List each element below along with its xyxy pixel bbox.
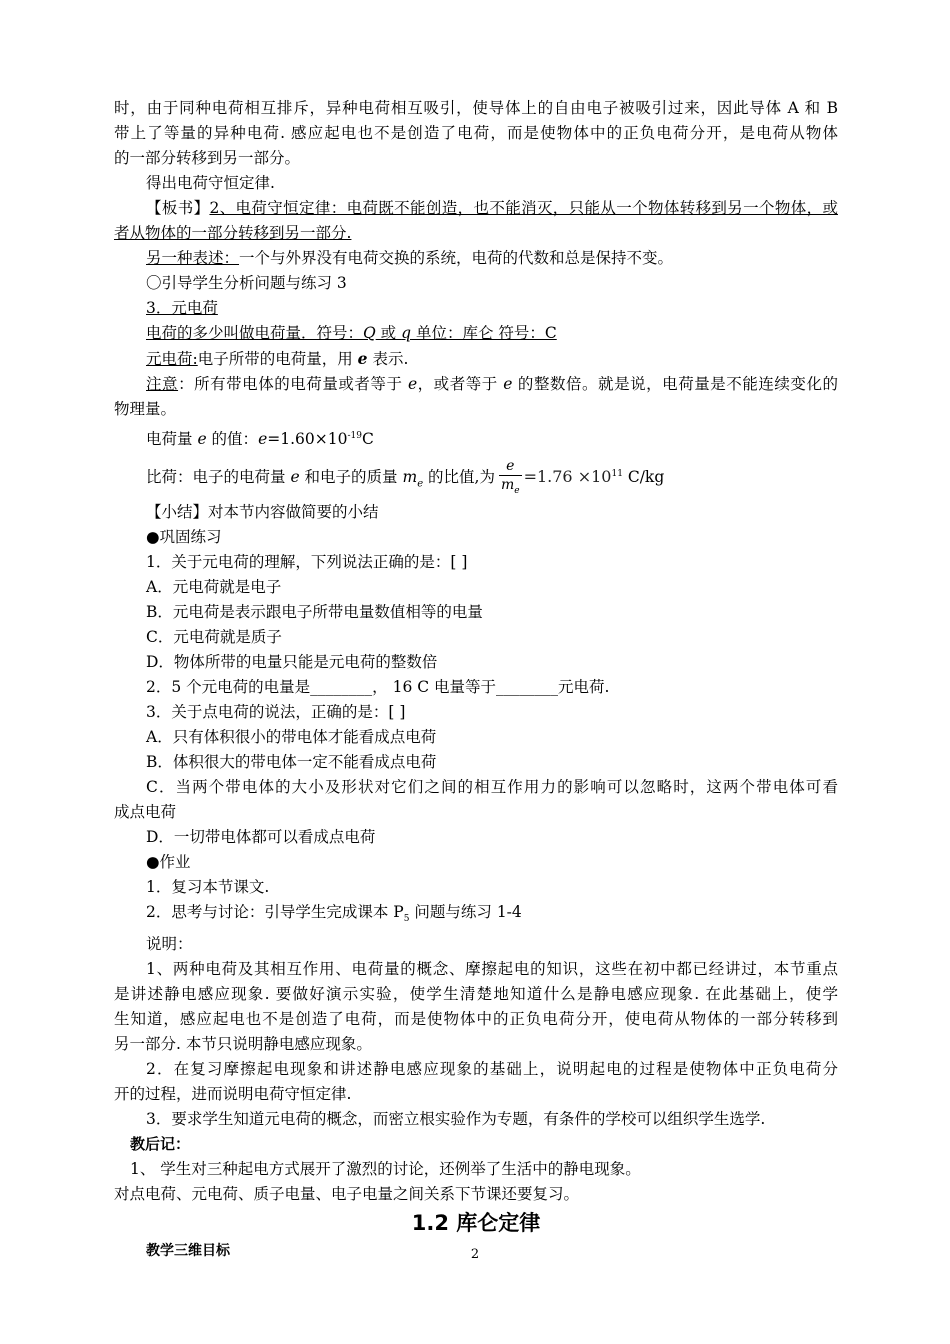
- question-2: 2．5 个元电荷的电量是________， 16 C 电量等于________元电荷.: [146, 678, 610, 697]
- another-label: 另一种表述：: [146, 249, 240, 267]
- homework-heading: ●作业: [146, 853, 191, 872]
- another-statement: [114, 246, 838, 271]
- exponent: -19: [347, 431, 362, 441]
- text-run: 问题与练习 1-4: [409, 903, 522, 922]
- fraction: [499, 457, 522, 500]
- another-text: 一个与外界没有电荷交换的系统，电荷的代数和总是保持不变。: [239, 249, 674, 267]
- board-label: 【板书】: [146, 199, 210, 217]
- note-paragraph-line: 1、两种电荷及其相互作用、电荷量的概念、摩擦起电的知识，这些在初中都已经讲过，本节重点: [146, 960, 838, 979]
- homework-item: [114, 900, 838, 932]
- afterclass-heading: 教后记：: [130, 1135, 191, 1154]
- board-law-text: 2、电荷守恒定律：电荷既不能创造，也不能消灭，只能从一个物体转移到另一个物体，或: [209, 199, 838, 217]
- option-line: C．当两个带电体的大小及形状对它们之间的相互作用力的影响可以忽略时，这两个带电体可看: [146, 778, 838, 797]
- paragraph-line: 的一部分转移到另一部分。: [114, 149, 301, 167]
- text-run: ：所有带电体的电荷量或者等于: [178, 375, 408, 393]
- option-line: D．一切带电体都可以看成点电荷: [146, 828, 376, 847]
- unit: C: [361, 430, 374, 449]
- text-run: ，或者等于: [417, 375, 504, 393]
- text-run: 和电子的质量: [299, 468, 403, 487]
- symbol-Q: Q: [363, 324, 376, 342]
- text-run: 电荷量: [146, 430, 198, 449]
- option-line: C．元电荷就是质子: [146, 628, 282, 647]
- formula-value: =1.76 ×10: [523, 467, 612, 487]
- question-1: 1．关于元电荷的理解，下列说法正确的是：[ ]: [146, 553, 468, 572]
- denominator-symbol: m: [500, 476, 515, 493]
- option-line: B．体积很大的带电体一定不能看成点电荷: [146, 753, 437, 772]
- section-heading-text: 3．元电荷: [146, 299, 218, 317]
- option-line: A．元电荷就是电子: [146, 578, 282, 597]
- text-run: 表示.: [367, 350, 409, 368]
- text-run: 的值：: [206, 430, 259, 449]
- note-line-continued: 物理量。: [114, 400, 177, 418]
- fraction-numerator: e: [506, 457, 515, 474]
- guide-line: 〇引导学生分析问题与练习 3: [146, 274, 347, 292]
- summary-line: 【小结】对本节内容做简要的小结: [146, 503, 379, 522]
- section-title: 1.2 库仑定律: [411, 1211, 541, 1236]
- symbol-e: e: [407, 375, 418, 393]
- elementary-charge-label: 元电荷:: [146, 350, 198, 368]
- document-page: [114, 96, 838, 1263]
- note-label: 注意: [146, 375, 179, 393]
- text-run: 2．思考与讨论：引导学生完成课本 P: [146, 903, 404, 922]
- option-line: A．只有体积很小的带电体才能看成点电荷: [146, 728, 437, 747]
- board-law-text: 者从物体的一部分转移到另一部分.: [114, 224, 352, 242]
- homework-item: 1．复习本节课文.: [146, 878, 270, 897]
- symbol-q: q: [401, 324, 412, 342]
- text-run: 电荷的多少叫做电荷量．符号：: [146, 324, 364, 342]
- subscript: 5: [403, 914, 410, 925]
- exponent: 11: [611, 469, 623, 480]
- text-run: 比荷：电子的电荷量: [146, 468, 291, 487]
- text-run: 电子所带的电荷量，用: [197, 350, 358, 368]
- explanation-label: 说明：: [146, 935, 193, 954]
- paragraph-line: 时，由于同种电荷相互排斥，异种电荷相互吸引，使导体上的自由电子被吸引过来，因此导体 A 和 B: [114, 99, 838, 117]
- text-run: 的整数倍。就是说，电荷量是不能连续变化的: [512, 375, 838, 393]
- charge-value-line: [114, 424, 838, 452]
- symbol-e: e: [503, 375, 513, 393]
- text-run: 单位：库仑 符号：C: [411, 324, 557, 342]
- note-paragraph-line: 2．在复习摩擦起电现象和讲述静电感应现象的基础上，说明起电的过程是使物体中正负电荷分: [146, 1060, 838, 1079]
- conclusion-line: 得出电荷守恒定律.: [146, 174, 275, 192]
- subscript: e: [514, 485, 520, 496]
- subscript: e: [417, 478, 424, 490]
- page-number: 2: [470, 1247, 480, 1262]
- symbol-e: e: [258, 430, 268, 449]
- text-run: 或: [375, 324, 402, 342]
- fraction-denominator: [499, 475, 522, 500]
- afterclass-line: 对点电荷、元电荷、质子电量、电子电量之间关系下节课还要复习。: [114, 1185, 580, 1204]
- text-run: 的比值,为: [423, 468, 495, 487]
- practice-heading: ●巩固练习: [146, 528, 222, 547]
- note-paragraph-line: 3．要求学生知道元电荷的概念，而密立根实验作为专题，有条件的学校可以组织学生选学.: [146, 1110, 766, 1129]
- note-paragraph-line: 另一部分. 本节只说明静电感应现象。: [114, 1035, 372, 1054]
- symbol-m: m: [402, 468, 418, 487]
- option-line-continued: 成点电荷: [114, 803, 177, 822]
- charge-quantity-line: [114, 321, 838, 346]
- board-line: [114, 196, 838, 221]
- option-line: D．物体所带的电量只能是元电荷的整数倍: [146, 653, 438, 672]
- unit: C/kg: [622, 468, 665, 487]
- symbol-e: e: [197, 430, 207, 449]
- note-paragraph-line: 开的过程，进而说明电荷守恒定律.: [114, 1085, 352, 1104]
- option-line: B．元电荷是表示跟电子所带电量数值相等的电量: [146, 603, 483, 622]
- symbol-e: e: [290, 468, 300, 487]
- note-paragraph-line: 生知道，感应起电也不是创造了电荷，而是使物体中的正负电荷分开，使电荷从物体的一部分转移到: [114, 1010, 838, 1029]
- goals-heading: 教学三维目标: [146, 1243, 230, 1260]
- question-3: 3．关于点电荷的说法，正确的是：[ ]: [146, 703, 406, 722]
- text-run: =1.60×10: [267, 430, 348, 449]
- board-line-continued: [114, 221, 838, 246]
- note-paragraph-line: 是讲述静电感应现象. 要做好演示实验，使学生清楚地知道什么是静电感应现象. 在此基础上，使学: [114, 985, 838, 1004]
- symbol-e: e: [357, 349, 368, 368]
- section-heading: [114, 296, 838, 321]
- paragraph-line: 带上了等量的异种电荷. 感应起电也不是创造了电荷，而是使物体中的正负电荷分开，是电荷从物体: [114, 124, 838, 142]
- note-line: [114, 372, 838, 397]
- specific-charge-line: [114, 452, 838, 500]
- elementary-charge-line: [114, 346, 838, 372]
- afterclass-line: 1、 学生对三种起电方式展开了激烈的讨论，还例举了生活中的静电现象。: [130, 1160, 641, 1179]
- charge-quantity-text: [146, 324, 557, 342]
